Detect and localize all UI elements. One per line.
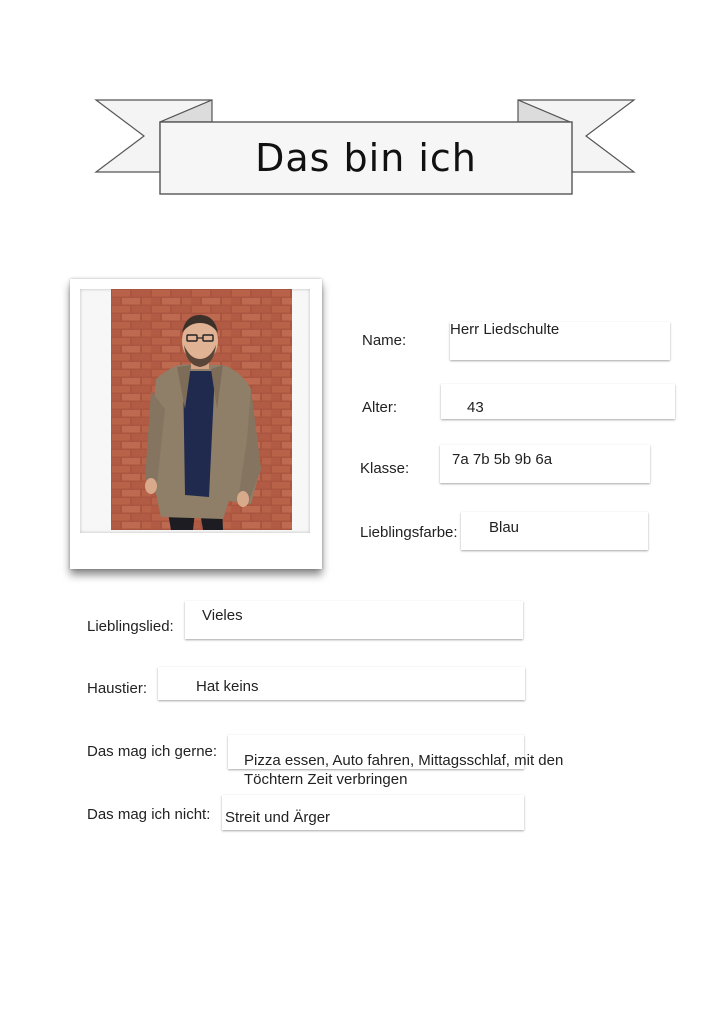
page-title: Das bin ich bbox=[255, 136, 477, 180]
alter-label: Alter: bbox=[362, 399, 398, 416]
polaroid-frame bbox=[70, 279, 322, 569]
name-label: Name: bbox=[362, 332, 407, 349]
mag-gerne-label: Das mag ich gerne: bbox=[87, 743, 218, 760]
haustier-value: Hat keins bbox=[196, 678, 259, 695]
haustier-label: Haustier: bbox=[87, 680, 148, 697]
lieblingslied-value: Vieles bbox=[202, 607, 243, 624]
mag-nicht-label: Das mag ich nicht: bbox=[87, 806, 211, 823]
lieblingslied-label: Lieblingslied: bbox=[87, 618, 174, 635]
alter-value: 43 bbox=[467, 399, 484, 416]
mag-nicht-value: Streit und Ärger bbox=[225, 809, 331, 826]
klasse-value: 7a 7b 5b 9b 6a bbox=[452, 451, 553, 468]
mag-gerne-value-line1: Pizza essen, Auto fahren, Mittagsschlaf, mit den bbox=[244, 752, 564, 769]
person-photo bbox=[111, 289, 292, 530]
name-value: Herr Liedschulte bbox=[450, 321, 560, 338]
photo-frame bbox=[80, 289, 310, 533]
klasse-label: Klasse: bbox=[360, 460, 410, 477]
mag-gerne-value-line2: Töchtern Zeit verbringen bbox=[244, 771, 408, 788]
lieblingsfarbe-label: Lieblingsfarbe: bbox=[360, 524, 458, 541]
lieblingsfarbe-value: Blau bbox=[489, 519, 520, 536]
